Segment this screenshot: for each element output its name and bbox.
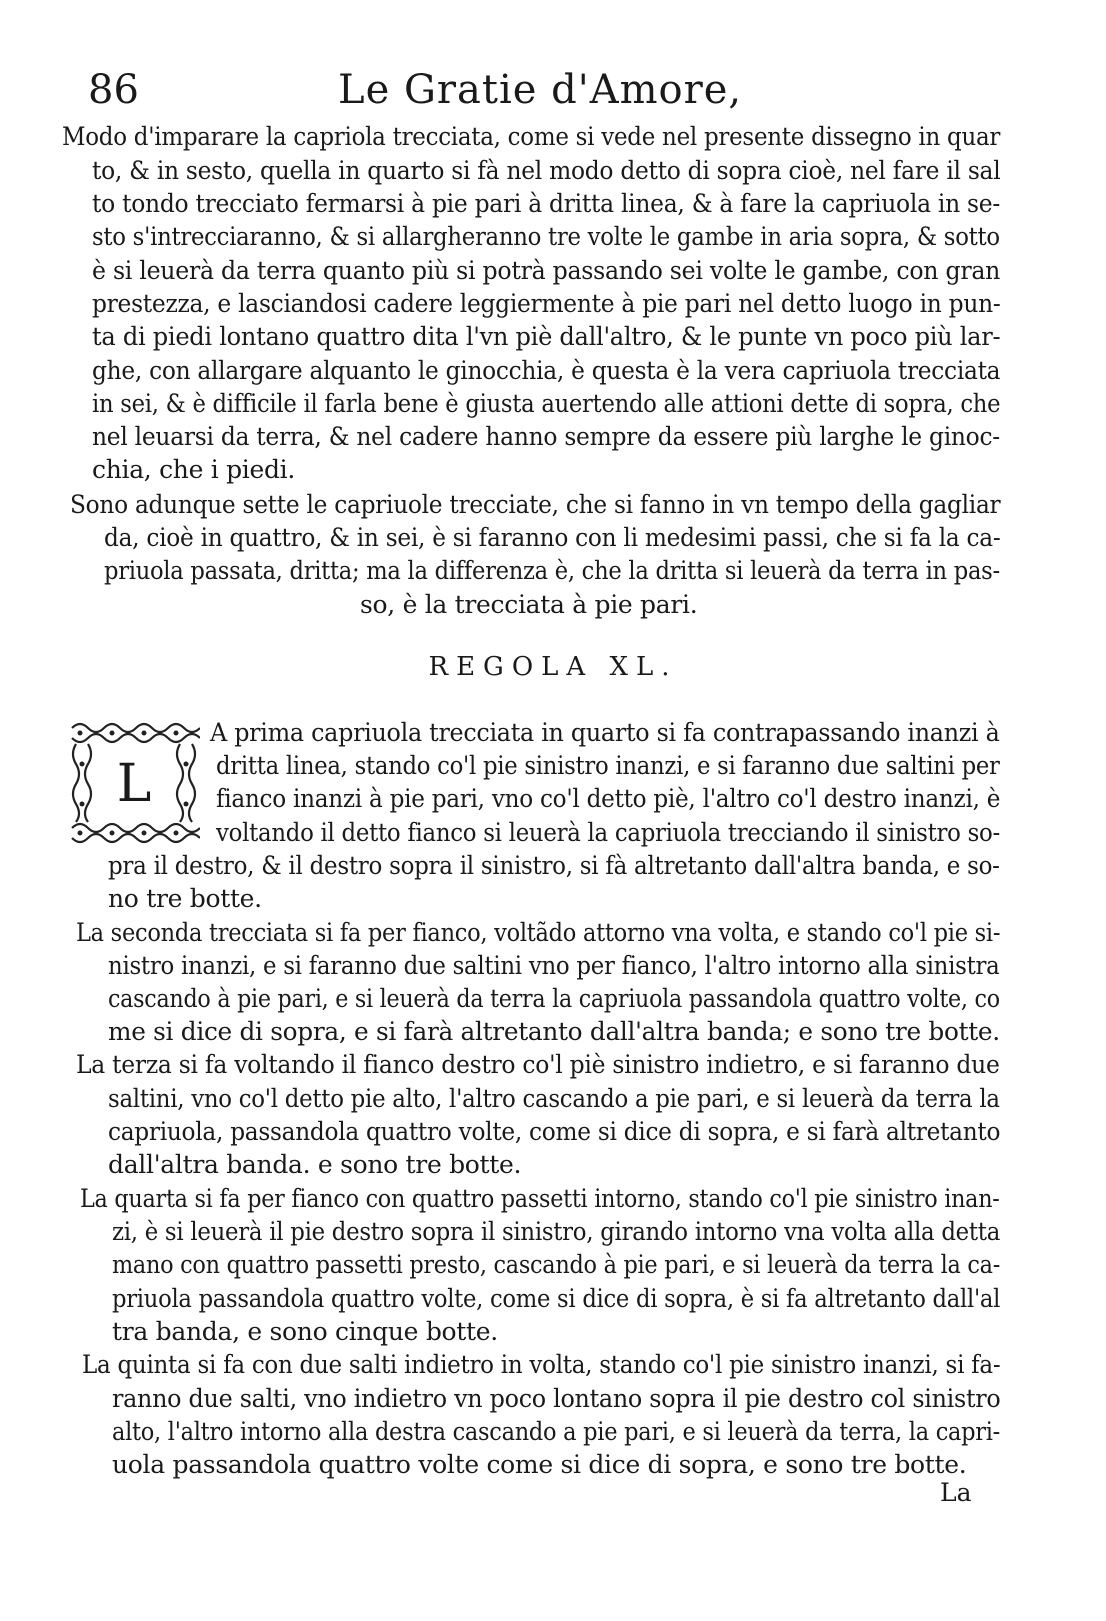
text-line: cascando à pie pari, e si leuerà da terra la capriuola passandola quattro volte, co <box>108 984 1000 1013</box>
text-line: in sei, & è difficile il farla bene è giusta auertendo alle attioni dette di sopra, che <box>92 389 1001 418</box>
initial-letter: L <box>116 754 152 814</box>
text-line: La quinta si fa con due salti indietro in volta, stando co'l pie sinistro inanzi, si fa- <box>82 1350 1001 1379</box>
running-title: Le Gratie d'Amore, <box>338 67 743 113</box>
decorated-initial <box>68 718 200 848</box>
text-line: è si leuerà da terra quanto più si potrà passando sei volte le gambe, con gran <box>92 256 1001 285</box>
text-line: nel leuarsi da terra, & nel cadere hanno sempre da essere più larghe le ginoc- <box>92 422 1000 451</box>
text-line: to, & in sesto, quella in quarto si fà nel modo detto di sopra cioè, nel fare il sal <box>92 156 1001 185</box>
page-header <box>88 66 1048 126</box>
text-line: tra banda, e sono cinque botte. <box>112 1317 498 1346</box>
text-line: alto, l'altro intorno alla destra cascando a pie pari, e si leuerà da terra, la capri- <box>112 1417 1000 1446</box>
text-line: mano con quattro passetti presto, cascando à pie pari, e si leuerà da terra la ca- <box>112 1250 1001 1279</box>
text-line: ghe, con allargare alquanto le ginocchia, è questa è la vera capriuola trecciata <box>92 356 1001 385</box>
text-line: Modo d'imparare la capriola trecciata, come si vede nel presente dissegno in quar <box>62 122 1001 151</box>
text-line: chia, che i piedi. <box>92 455 296 484</box>
text-line: fianco inanzi à pie pari, vno co'l detto piè, l'altro co'l destro inanzi, è <box>216 784 1001 813</box>
text-line: Sono adunque sette le capriuole trecciate, che si fanno in vn tempo della gagliar <box>70 490 1001 519</box>
text-line: nistro inanzi, e si faranno due saltini vno per fianco, l'altro intorno alla sinistra <box>108 951 1000 980</box>
text-line: La quarta si fa per fianco con quattro passetti intorno, stando co'l pie sinistro inan- <box>80 1184 1000 1213</box>
page-number: 86 <box>88 67 139 113</box>
text-line: prestezza, e lasciandosi cadere leggiermente à pie pari nel detto luogo in pun- <box>92 289 1001 318</box>
text-line: da, cioè in quattro, & in sei, è si faranno con li medesimi passi, che si fa la ca- <box>104 523 1001 552</box>
text-line: La terza si fa voltando il fianco destro co'l piè sinistro indietro, e si faranno due <box>76 1050 1000 1079</box>
catchword: La <box>940 1478 972 1507</box>
text-line: me si dice di sopra, e si farà altretanto dall'altra banda; e sono tre botte. <box>108 1017 1000 1046</box>
text-line: capriuola, passandola quattro volte, come si dice di sopra, e si farà altretanto <box>108 1117 1001 1146</box>
text-line: voltando il detto fianco si leuerà la capriuola trecciando il sinistro so- <box>216 818 1000 847</box>
text-line: dritta linea, stando co'l pie sinistro inanzi, e si faranno due saltini per <box>216 751 1000 780</box>
rule-heading: REGOLA XL. <box>428 652 678 682</box>
text-line: saltini, vno co'l detto pie alto, l'altro cascando a pie pari, e si leuerà da terra la <box>108 1084 1000 1113</box>
text-line: priuola passandola quattro volte, come si dice di sopra, è si fa altretanto dall'al <box>112 1284 1001 1313</box>
text-line: priuola passata, dritta; ma la differenza è, che la dritta si leuerà da terra in pas- <box>104 556 1000 585</box>
text-line: ta di piedi lontano quattro dita l'vn piè dall'altro, & le punte vn poco più lar- <box>92 322 1001 351</box>
text-line: so, è la trecciata à pie pari. <box>360 590 698 619</box>
text-line: ranno due salti, vno indietro vn poco lontano sopra il pie destro col sinistro <box>112 1384 1001 1413</box>
text-line: sto s'intrecciaranno, & si allargheranno tre volte le gambe in aria sopra, & sotto <box>92 222 1000 251</box>
text-line: zi, è si leuerà il pie destro sopra il sinistro, girando intorno vna volta alla detta <box>112 1217 1001 1246</box>
text-line: A prima capriuola trecciata in quarto si fa contrapassando inanzi à <box>210 718 1000 747</box>
text-line: to tondo trecciato fermarsi à pie pari à dritta linea, & à fare la capriuola in se- <box>92 189 1000 218</box>
text-line: no tre botte. <box>108 884 262 913</box>
text-line: La seconda trecciata si fa per fianco, voltãdo attorno vna volta, e stando co'l pie si- <box>76 918 1001 947</box>
text-line: dall'altra banda. e sono tre botte. <box>108 1150 522 1179</box>
text-line: uola passandola quattro volte come si dice di sopra, e sono tre botte. <box>112 1450 967 1479</box>
text-line: pra il destro, & il destro sopra il sinistro, si fà altretanto dall'altra banda, e so- <box>108 851 1000 880</box>
